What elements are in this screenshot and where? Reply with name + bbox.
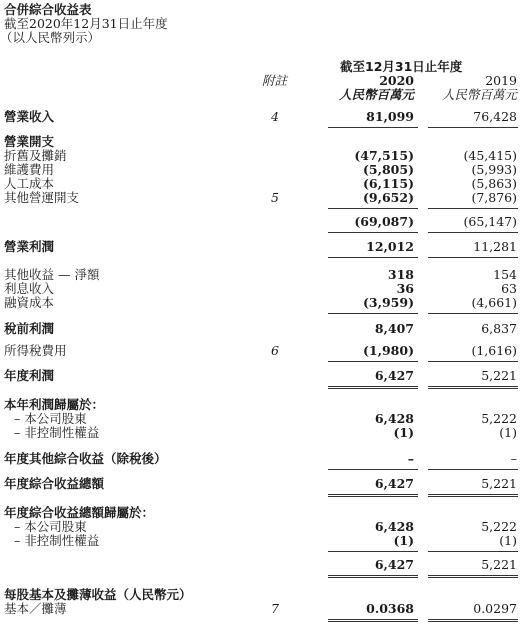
rule-line: [328, 388, 418, 389]
total-2020: 6,427: [374, 557, 414, 572]
rule-line: [428, 621, 518, 622]
rule-line: [428, 257, 518, 258]
value-2019: (45,415): [463, 148, 517, 163]
row-label: 人工成本: [4, 176, 55, 191]
unit-2020-heading: 人民幣百萬元: [338, 87, 414, 102]
statement-title: 合併綜合收益表: [4, 2, 92, 17]
value-2019: (1): [499, 425, 517, 440]
rule-line: [328, 621, 418, 622]
value-2019: (5,993): [471, 162, 517, 177]
rule-line: [328, 494, 418, 495]
row-label: – 非控制性權益: [14, 533, 100, 548]
year-2019-heading: 2019: [485, 73, 517, 88]
value-2019: 5,222: [481, 411, 517, 426]
rule-line: [428, 575, 518, 576]
value-2020: 36: [396, 281, 414, 296]
unit-2019-heading: 人民幣百萬元: [441, 87, 517, 102]
rule-line: [328, 577, 418, 578]
subtotal-2019: (65,147): [463, 214, 517, 229]
value-2019: 154: [493, 267, 517, 282]
row-note: 7: [271, 601, 279, 616]
total-2019: 5,221: [481, 557, 517, 572]
row-label-eps: 每股基本及攤薄收益（人民幣元）: [4, 587, 192, 602]
row-label-tci-attributable: 年度綜合收益總額歸屬於：: [4, 505, 155, 520]
value-2020: (3,959): [363, 295, 414, 310]
row-label-operating-profit: 營業利潤: [4, 239, 55, 254]
row-note: 4: [271, 109, 279, 124]
row-label: – 非控制性權益: [14, 425, 100, 440]
row-label-profit-for-year: 年度利潤: [4, 368, 55, 383]
value-2020: (9,652): [363, 190, 414, 205]
row-label: 維護費用: [4, 162, 55, 177]
currency-note: （以人民幣列示）: [0, 30, 101, 45]
value-2019: (7,876): [471, 190, 517, 205]
rule-line: [428, 494, 518, 495]
year-2020-heading: 2020: [379, 73, 414, 88]
rule-line: [328, 469, 418, 470]
rule-line: [428, 469, 518, 470]
row-label: 折舊及攤銷: [4, 148, 67, 163]
value-2020: (1): [393, 533, 414, 548]
value-2020: 12,012: [366, 239, 414, 254]
row-label-profit-attributable: 本年利潤歸屬於：: [4, 397, 105, 412]
rule-line: [428, 619, 518, 620]
subtotal-2020: (69,087): [354, 214, 414, 229]
rule-line: [328, 386, 418, 387]
row-label: 融資成本: [4, 295, 55, 310]
rule-line: [428, 577, 518, 578]
rule-line: [428, 232, 518, 233]
rule-line: [428, 388, 518, 389]
rule-line: [428, 361, 518, 362]
row-label-other-comprehensive-income: 年度其他綜合收益（除稅後）: [4, 451, 167, 466]
statement-period: 截至2020年12月31日止年度: [4, 16, 168, 31]
rule-line: [328, 257, 418, 258]
value-2019: (4,661): [471, 295, 517, 310]
rule-line: [328, 361, 418, 362]
period-column-group-heading: 截至12月31日止年度: [340, 59, 463, 74]
value-2020: –: [407, 451, 414, 466]
row-label: 其他營運開支: [4, 190, 80, 205]
row-label-profit-before-tax: 稅前利潤: [4, 321, 55, 336]
value-2019: 6,837: [481, 321, 517, 336]
value-2020: (5,805): [363, 162, 414, 177]
row-label: 利息收入: [4, 281, 55, 296]
rule-line: [428, 313, 518, 314]
value-2020: 8,407: [374, 321, 414, 336]
row-note: 5: [271, 190, 279, 205]
value-2019: –: [510, 451, 517, 466]
rule-line: [328, 313, 418, 314]
value-2020: 6,428: [374, 519, 414, 534]
value-2019: (1,616): [471, 343, 517, 358]
value-2020: (1,980): [363, 343, 414, 358]
value-2019: 5,221: [481, 476, 517, 491]
rule-line: [428, 386, 518, 387]
value-2019: (5,863): [471, 176, 517, 191]
rule-line: [328, 127, 418, 128]
rule-line: [328, 551, 418, 552]
value-2020: (6,115): [363, 176, 414, 191]
rule-line: [428, 208, 518, 209]
value-2020: 6,427: [374, 476, 414, 491]
value-2019: 0.0297: [473, 601, 517, 616]
row-label-revenue: 營業收入: [4, 109, 55, 124]
rule-line: [328, 232, 418, 233]
value-2020: (47,515): [354, 148, 414, 163]
row-note: 6: [271, 343, 279, 358]
value-2020: 6,427: [374, 368, 414, 383]
row-label: 所得稅費用: [4, 343, 67, 358]
rule-line: [328, 619, 418, 620]
value-2019: 76,428: [473, 109, 517, 124]
row-label-total-comprehensive-income: 年度綜合收益總額: [4, 476, 105, 491]
value-2020: 318: [387, 267, 414, 282]
row-label-operating-expenses: 營業開支: [4, 134, 55, 149]
value-2019: 5,222: [481, 519, 517, 534]
rule-line: [328, 575, 418, 576]
value-2019: (1): [499, 533, 517, 548]
value-2020: 0.0368: [366, 601, 414, 616]
row-label: – 本公司股東: [14, 519, 87, 534]
value-2019: 5,221: [481, 368, 517, 383]
value-2020: 6,428: [374, 411, 414, 426]
row-label: 基本／攤薄: [4, 601, 67, 616]
row-label: 其他收益 — 淨額: [4, 267, 100, 282]
value-2019: 11,281: [473, 239, 517, 254]
rule-line: [428, 496, 518, 497]
rule-line: [428, 551, 518, 552]
value-2019: 63: [501, 281, 517, 296]
notes-column-heading: 附註: [262, 73, 288, 88]
rule-line: [428, 127, 518, 128]
value-2020: (1): [393, 425, 414, 440]
row-label: – 本公司股東: [14, 411, 87, 426]
rule-line: [328, 208, 418, 209]
value-2020: 81,099: [366, 109, 414, 124]
rule-line: [328, 496, 418, 497]
